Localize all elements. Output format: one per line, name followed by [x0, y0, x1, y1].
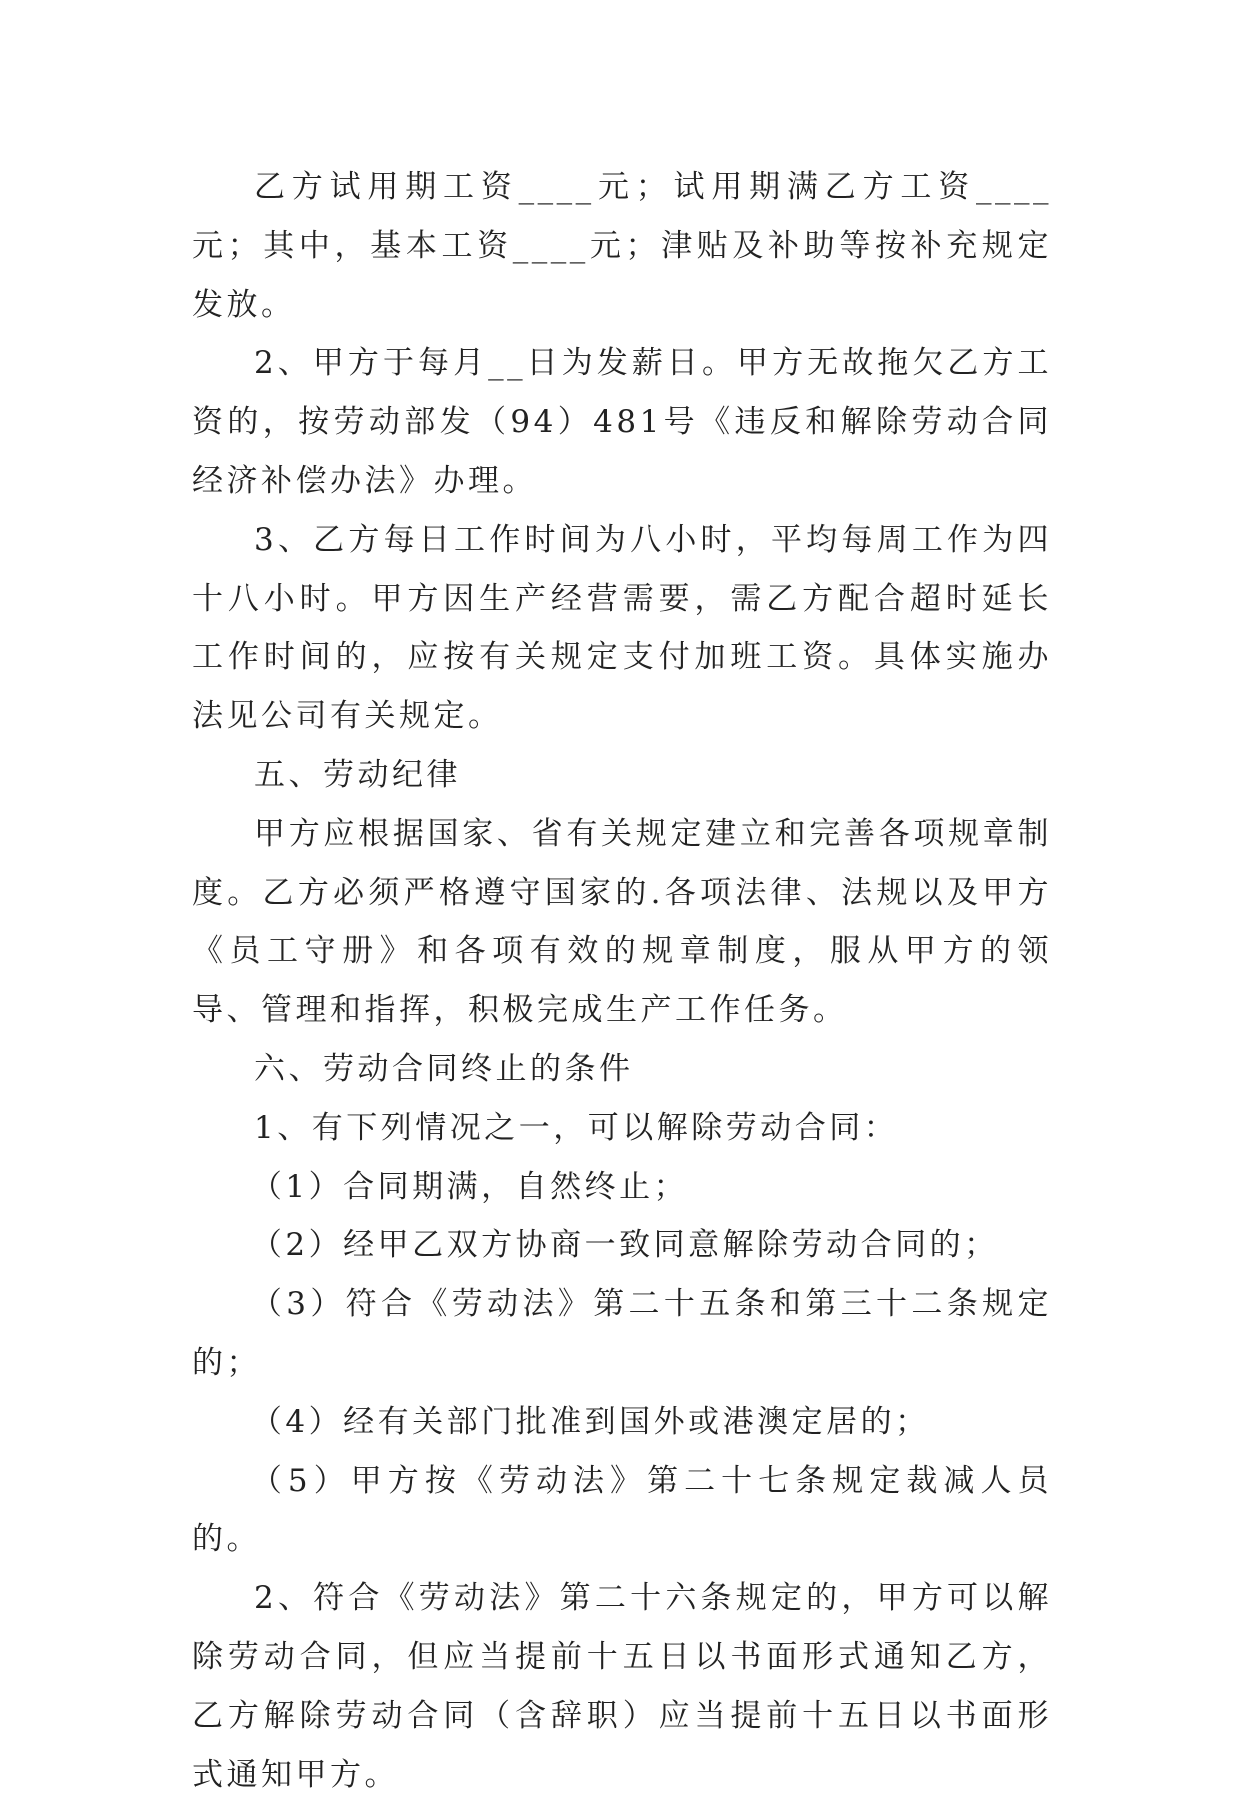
paragraph-working-hours: 3、乙方每日工作时间为八小时，平均每周工作为四十八小时。甲方因生产经营需要，需乙方配合超时延长工作时间的，应按有关规定支付加班工资。具体实施办法见公司有关规定。 [192, 521, 1052, 735]
list-item-3: （3）符合《劳动法》第二十五条和第三十二条规定的； [192, 1286, 1052, 1381]
paragraph-discipline: 甲方应根据国家、省有关规定建立和完善各项规章制度。乙方必须严格遵守国家的.各项法律、法规以及甲方《员工守册》和各项有效的规章制度，服从甲方的领导、管理和指挥，积极完成生产工作任务。 [192, 815, 1052, 1029]
list-item-2: （2）经甲乙双方协商一致同意解除劳动合同的； [250, 1227, 999, 1264]
paragraph-payday: 2、甲方于每月__日为发薪日。甲方无故拖欠乙方工资的，按劳动部发（94）481号《违反和解除劳动合同经济补偿办法》办理。 [192, 345, 1052, 499]
list-item-4: （4）经有关部门批准到国外或港澳定居的； [250, 1403, 930, 1440]
section-heading-termination: 六、劳动合同终止的条件 [254, 1050, 634, 1087]
list-item-5: （5）甲方按《劳动法》第二十七条规定裁减人员的。 [192, 1462, 1052, 1558]
list-item-1: （1）合同期满，自然终止； [250, 1168, 689, 1205]
section-heading-labor-discipline: 五、劳动纪律 [254, 756, 461, 793]
paragraph-notice: 2、符合《劳动法》第二十六条规定的，甲方可以解除劳动合同，但应当提前十五日以书面形式通知乙方，乙方解除劳动合同（含辞职）应当提前十五日以书面形式通知甲方。 [192, 1580, 1052, 1793]
document-body [192, 158, 1052, 1804]
paragraph-termination-intro: 1、有下列情况之一，可以解除劳动合同： [254, 1109, 899, 1146]
paragraph-wage: 乙方试用期工资____元；试用期满乙方工资____元；其中，基本工资____元；津贴及补助等按补充规定发放。 [192, 169, 1052, 323]
